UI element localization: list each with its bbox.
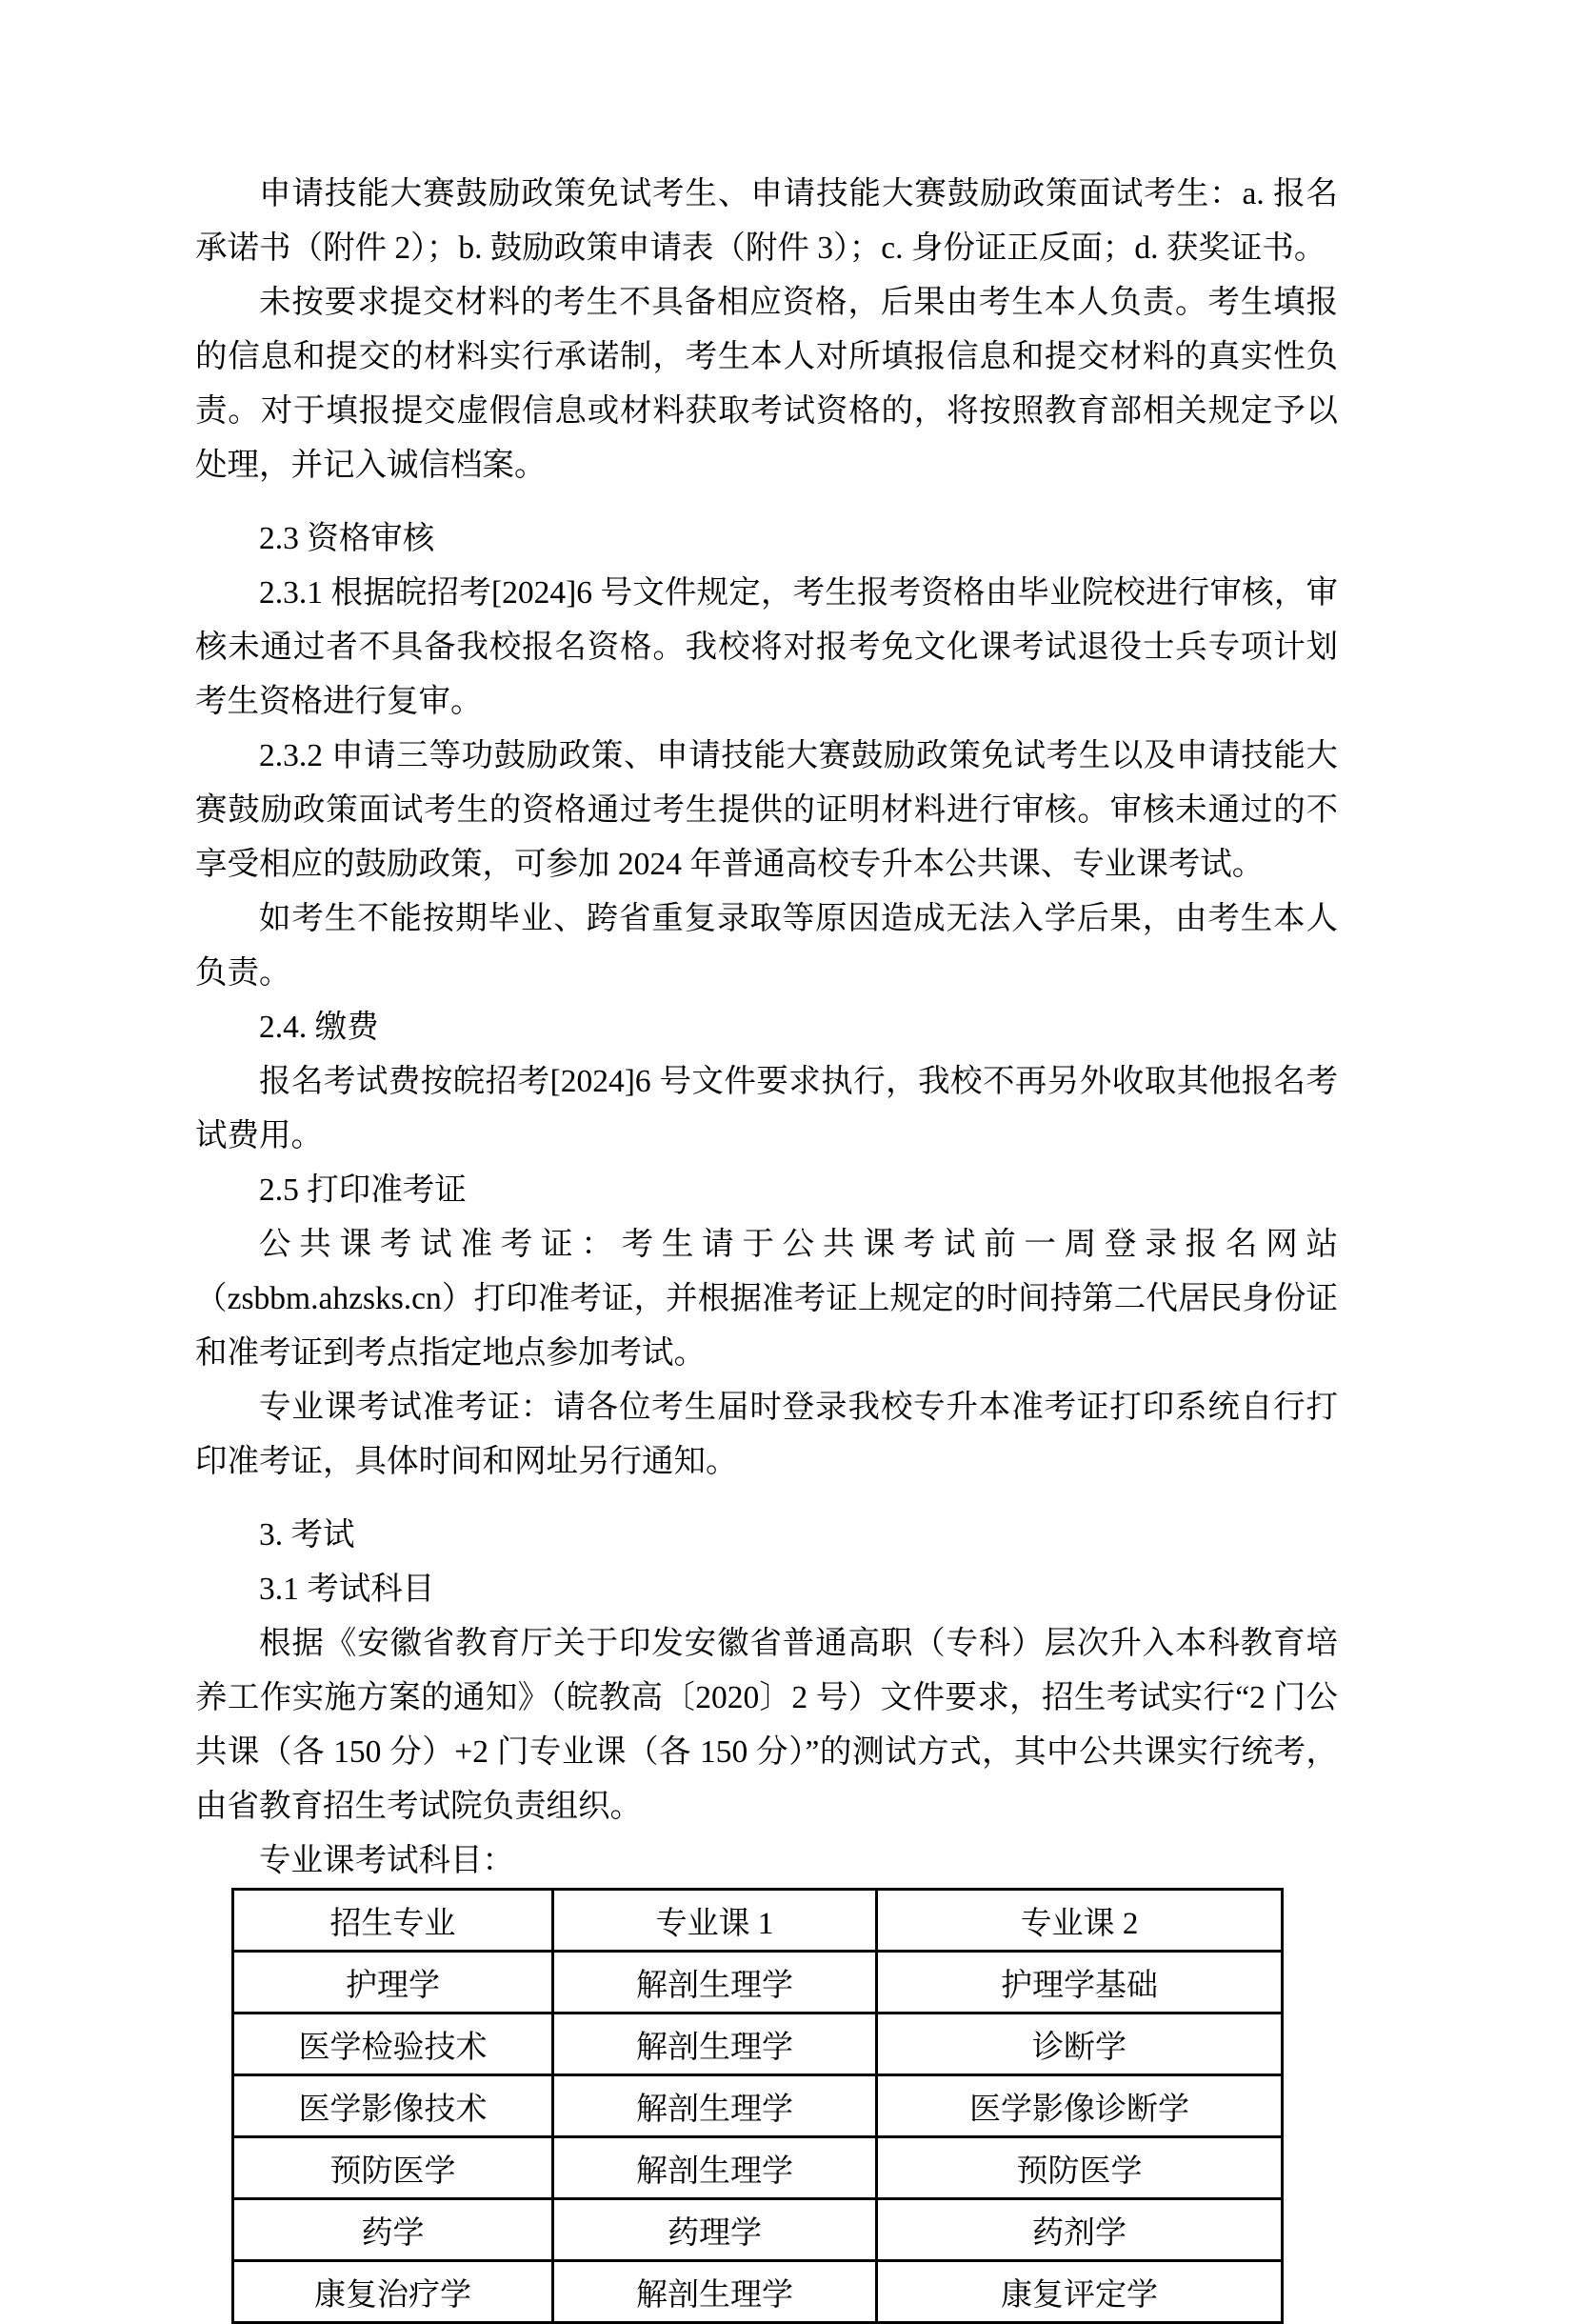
table-cell-major: 护理学 bbox=[233, 1952, 553, 2013]
spacer bbox=[195, 1489, 1338, 1508]
table-header-row bbox=[233, 1890, 1283, 1952]
table-caption: 专业课考试科目： bbox=[259, 1843, 514, 1878]
paragraph-2-3-1: 2.3.1 根据皖招考[2024]6 号文件规定，考生报考资格由毕业院校进行审核，审核未通过者不具备我校报名资格。我校将对报考免文化课考试退役士兵专项计划考生资格进行复审。 bbox=[195, 575, 1338, 719]
table-cell-course2: 诊断学 bbox=[877, 2013, 1283, 2075]
table-header-cell: 招生专业 bbox=[233, 1890, 553, 1952]
table-cell-course1: 解剖生理学 bbox=[553, 2075, 877, 2137]
heading-3-1: 3.1 考试科目 bbox=[259, 1572, 435, 1607]
document-content bbox=[195, 167, 1338, 2324]
table-cell-course1: 解剖生理学 bbox=[553, 2013, 877, 2075]
heading-2-5: 2.5 打印准考证 bbox=[259, 1172, 467, 1208]
table-cell-course2: 预防医学 bbox=[877, 2137, 1283, 2199]
paragraph-fee: 报名考试费按皖招考[2024]6 号文件要求执行，我校不再另外收取其他报名考试费用。 bbox=[195, 1064, 1338, 1153]
heading-2-3: 2.3 资格审核 bbox=[259, 521, 435, 556]
table-cell-major: 预防医学 bbox=[233, 2137, 553, 2199]
table-body bbox=[233, 1890, 1283, 2323]
table-header-cell: 专业课 2 bbox=[877, 1890, 1283, 1952]
table-row bbox=[233, 2199, 1283, 2261]
table-cell-major: 医学影像技术 bbox=[233, 2075, 553, 2137]
spacer bbox=[195, 492, 1338, 511]
table-row bbox=[233, 1952, 1283, 2013]
table-row bbox=[233, 2013, 1283, 2075]
table-row bbox=[233, 2075, 1283, 2137]
paragraph-graduation: 如考生不能按期毕业、跨省重复录取等原因造成无法入学后果，由考生本人负责。 bbox=[195, 901, 1338, 991]
paragraph-major-exam-ticket: 专业课考试准考证：请各位考生届时登录我校专升本准考证打印系统自行打印准考证，具体时间和网址另行通知。 bbox=[195, 1390, 1338, 1479]
table-cell-major: 康复治疗学 bbox=[233, 2261, 553, 2323]
heading-3: 3. 考试 bbox=[259, 1517, 355, 1553]
table-cell-major: 药学 bbox=[233, 2199, 553, 2261]
table-cell-course1: 药理学 bbox=[553, 2199, 877, 2261]
paragraph-2-3-2: 2.3.2 申请三等功鼓励政策、申请技能大赛鼓励政策免试考生以及申请技能大赛鼓励政策面试考生的资格通过考生提供的证明材料进行审核。审核未通过的不享受相应的鼓励政策，可参加 2024 年普通高校专升本公共课、专业课考试。 bbox=[195, 738, 1338, 882]
table-cell-major: 医学检验技术 bbox=[233, 2013, 553, 2075]
table-cell-course1: 解剖生理学 bbox=[553, 2137, 877, 2199]
paragraph-materials: 申请技能大赛鼓励政策免试考生、申请技能大赛鼓励政策面试考生：a. 报名承诺书（附件 2）；b. 鼓励政策申请表（附件 3）；c. 身份证正反面；d. 获奖证书。 bbox=[195, 176, 1338, 266]
table-header-cell: 专业课 1 bbox=[553, 1890, 877, 1952]
paragraph-public-exam-ticket: 公共课考试准考证：考生请于公共课考试前一周登录报名网站（zsbbm.ahzsks.cn）打印准考证，并根据准考证上规定的时间持第二代居民身份证和准考证到考点指定地点参加考试。 bbox=[195, 1227, 1338, 1371]
table-cell-course2: 护理学基础 bbox=[877, 1952, 1283, 2013]
table-cell-course1: 解剖生理学 bbox=[553, 2261, 877, 2323]
table-cell-course1: 解剖生理学 bbox=[553, 1952, 877, 2013]
table-cell-course2: 康复评定学 bbox=[877, 2261, 1283, 2323]
table-row bbox=[233, 2261, 1283, 2323]
major-course-subjects-table bbox=[231, 1888, 1284, 2324]
table-row bbox=[233, 2137, 1283, 2199]
table-cell-course2: 药剂学 bbox=[877, 2199, 1283, 2261]
heading-2-4: 2.4. 缴费 bbox=[259, 1010, 379, 1045]
paragraph-exam-basis: 根据《安徽省教育厅关于印发安徽省普通高职（专科）层次升入本科教育培养工作实施方案的通知》（皖教高〔2020〕2 号）文件要求，招生考试实行“2 门公共课（各 150 分）+2 门专业课（各 150 分）”的测试方式，其中公共课实行统考，由省教育招生考试院负责组织。 bbox=[195, 1626, 1338, 1824]
paragraph-responsibility: 未按要求提交材料的考生不具备相应资格，后果由考生本人负责。考生填报的信息和提交的材料实行承诺制，考生本人对所填报信息和提交材料的真实性负责。对于填报提交虚假信息或材料获取考试资格的，将按照教育部相关规定予以处理，并记入诚信档案。 bbox=[195, 285, 1338, 483]
table-cell-course2: 医学影像诊断学 bbox=[877, 2075, 1283, 2137]
